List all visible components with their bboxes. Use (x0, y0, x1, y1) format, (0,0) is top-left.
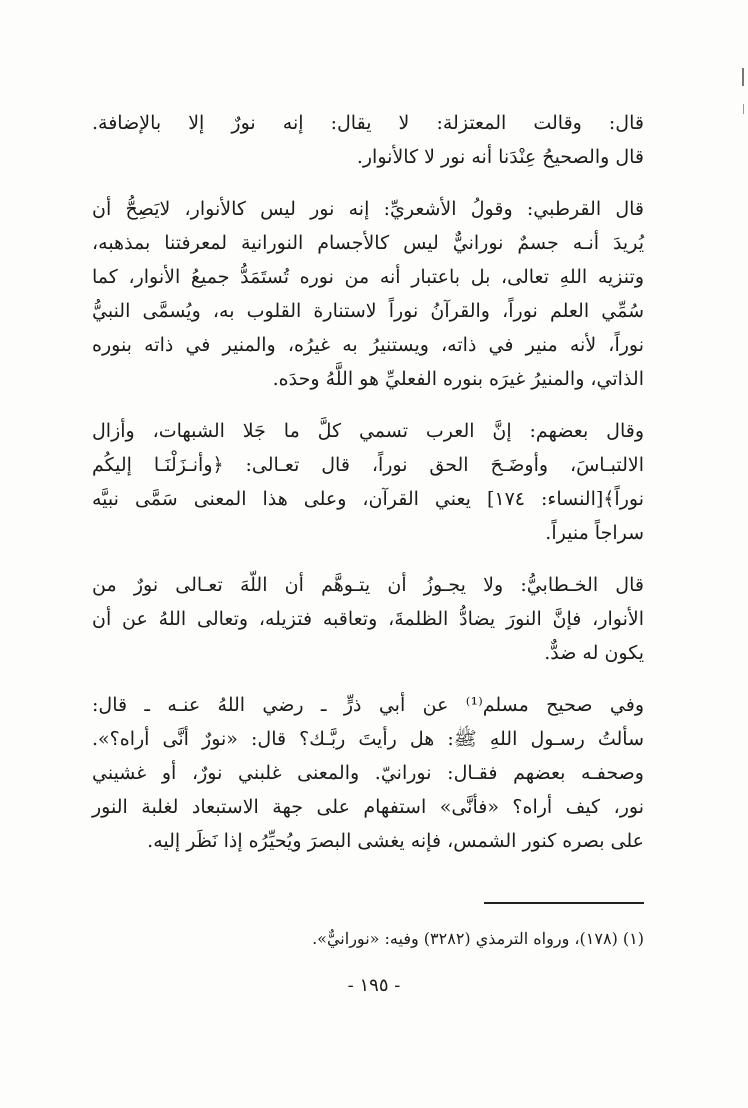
text-line: سُمِّي العلم نوراً، والقرآنُ نوراً لاستنارة القلوب به، ويُسمَّى النبيُّ (92, 300, 644, 322)
text-line: نوراً﴾[النساء: ١٧٤] يعني القرآن، وعلى هذا المعنى سَمَّى نبيَّه (92, 488, 644, 510)
scan-edge-mark (742, 68, 744, 86)
text-line: الذاتي، والمنيرُ غيرَه بنوره الفعليِّ هو اللَّهُ وحدَه. (272, 368, 644, 390)
text-line: الأنوار، فإنَّ النورَ يضادُّ الظلمةَ، وتعاقبه فتزيله، وتعالى اللهُ عن أن (92, 608, 644, 630)
page-body (92, 106, 644, 876)
text-line: وصحفـه بعضهم فقـال: نورانيّ. والمعنى غلبني نورٌ، أو غشيني (92, 762, 644, 784)
text-line: قال والصحيحُ عِنْدَنا أنه نور لا كالأنوار. (356, 146, 644, 168)
text-line: قال القرطبي: وقولُ الأشعريِّ: إنه نور ليس كالأنوار، لايَصِحُّ أن (92, 198, 644, 220)
paragraph-some-scholars (92, 414, 644, 550)
text-line: نور، كيف أراه؟ «فأنَّى» استفهام على جهة الاستبعاد لغلبة النور (92, 796, 644, 818)
text-line: على بصره كنور الشمس، فإنه يغشى البصرَ ويُحيِّرُه إذا نَظَر إليه. (147, 830, 644, 852)
footnote: (١) (١٧٨)، ورواه الترمذي (٣٢٨٢) وفيه: «نورانيٌّ». (312, 929, 644, 948)
text-line: وتنزيه اللهِ تعالى، بل باعتبار أنه من نوره تُستَمَدُّ جميعُ الأنوار، كما (92, 266, 644, 288)
paragraph-mutazila (92, 106, 644, 174)
paragraph-qurtubi (92, 192, 644, 396)
text-line: وفي صحيح مسلم⁽¹⁾ عن أبي ذرٍّ ـ رضي اللهُ عنـه ـ قال: (92, 694, 644, 716)
text-line: سراجاً منيراً. (545, 522, 644, 544)
paragraph-khattabi (92, 568, 644, 670)
text-line: وقال بعضهم: إنَّ العرب تسمي كلَّ ما جَلا الشبهات، وأزال (92, 420, 644, 442)
footnote-divider (484, 902, 644, 904)
text-line: الالتبـاسَ، وأوضَـحَ الحق نوراً، قال تعـالى: ﴿وأنـزَلْنَـا إليكُم (92, 454, 644, 476)
text-line: سألتُ رسـول اللهِ ﷺ: هل رأيتَ ربَّـك؟ قال: «نورٌ أنَّى أراه؟». (92, 728, 644, 750)
text-line: يكون له ضدٌّ. (544, 642, 644, 664)
paragraph-sahih-muslim (92, 688, 644, 858)
text-line: نوراً، لأنه منير في ذاته، ويستنيرُ به غيرُه، والمنير في ذاته بنوره (92, 334, 644, 356)
text-line: قال: وقالت المعتزلة: لا يقال: إنه نورٌ إلا بالإضافة. (92, 112, 644, 134)
text-line: قال الخـطابيُّ: ولا يجـوزُ أن يتـوهَّم أن اللّهَ تعـالى نورٌ من (92, 574, 644, 596)
scan-edge-mark (743, 104, 744, 114)
page-number: - ١٩٥ - (347, 975, 401, 996)
text-line: يُريدَ أنـه جسمٌ نورانيٌّ ليس كالأجسام النورانية لمعرفتنا بمذهبه، (92, 232, 644, 254)
